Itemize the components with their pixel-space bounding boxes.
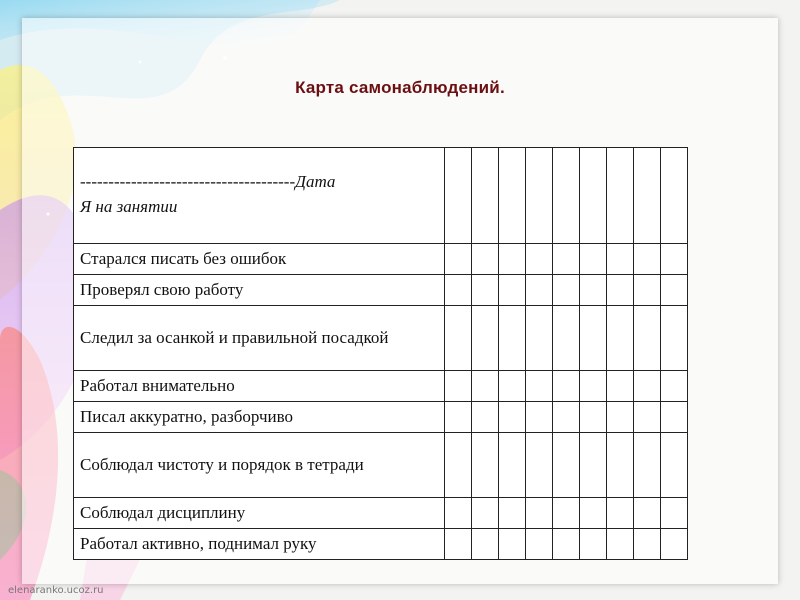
date-cell[interactable] bbox=[499, 306, 526, 371]
date-cell[interactable] bbox=[526, 371, 553, 402]
page-title: Карта самонаблюдений. bbox=[295, 78, 505, 97]
date-cell[interactable] bbox=[472, 402, 499, 433]
date-cell[interactable] bbox=[553, 402, 580, 433]
date-cell[interactable] bbox=[607, 433, 634, 498]
criterion-label: Соблюдал чистоту и порядок в тетради bbox=[74, 433, 445, 498]
table-row bbox=[74, 371, 688, 402]
header-row-label: Я на занятии bbox=[80, 197, 178, 216]
date-cell[interactable] bbox=[472, 275, 499, 306]
table-row bbox=[74, 529, 688, 560]
table-row bbox=[74, 402, 688, 433]
date-cell[interactable] bbox=[634, 275, 661, 306]
date-cell[interactable] bbox=[472, 148, 499, 244]
date-cell[interactable] bbox=[472, 306, 499, 371]
date-cell[interactable] bbox=[661, 306, 688, 371]
date-cell[interactable] bbox=[607, 371, 634, 402]
date-cell[interactable] bbox=[499, 371, 526, 402]
date-cell[interactable] bbox=[553, 498, 580, 529]
criterion-label: Писал аккуратно, разборчиво bbox=[74, 402, 445, 433]
date-cell[interactable] bbox=[634, 402, 661, 433]
date-cell[interactable] bbox=[526, 244, 553, 275]
criterion-label: Проверял свою работу bbox=[74, 275, 445, 306]
date-cell[interactable] bbox=[445, 244, 472, 275]
date-cell[interactable] bbox=[634, 148, 661, 244]
date-cell[interactable] bbox=[634, 244, 661, 275]
criterion-label: Следил за осанкой и правильной посадкой bbox=[74, 306, 445, 371]
date-cell[interactable] bbox=[526, 433, 553, 498]
date-cell[interactable] bbox=[580, 498, 607, 529]
date-cell[interactable] bbox=[607, 275, 634, 306]
date-cell[interactable] bbox=[607, 306, 634, 371]
date-cell[interactable] bbox=[580, 275, 607, 306]
date-cell[interactable] bbox=[553, 244, 580, 275]
date-cell[interactable] bbox=[499, 275, 526, 306]
date-cell[interactable] bbox=[553, 529, 580, 560]
date-cell[interactable] bbox=[661, 148, 688, 244]
date-cell[interactable] bbox=[526, 275, 553, 306]
table-row bbox=[74, 244, 688, 275]
date-cell[interactable] bbox=[553, 275, 580, 306]
table-row bbox=[74, 498, 688, 529]
date-cell[interactable] bbox=[661, 498, 688, 529]
date-cell[interactable] bbox=[634, 306, 661, 371]
date-cell[interactable] bbox=[661, 275, 688, 306]
date-cell[interactable] bbox=[526, 148, 553, 244]
footer-url: elenaranko.ucoz.ru bbox=[8, 585, 104, 596]
date-cell[interactable] bbox=[580, 529, 607, 560]
table-header-row bbox=[74, 148, 688, 244]
date-cell[interactable] bbox=[499, 148, 526, 244]
table-row bbox=[74, 306, 688, 371]
self-observation-table bbox=[73, 147, 688, 560]
date-cell[interactable] bbox=[580, 371, 607, 402]
date-cell[interactable] bbox=[553, 371, 580, 402]
date-cell[interactable] bbox=[472, 433, 499, 498]
criterion-label: Соблюдал дисциплину bbox=[74, 498, 445, 529]
date-cell[interactable] bbox=[445, 306, 472, 371]
criterion-label: Старался писать без ошибок bbox=[74, 244, 445, 275]
date-cell[interactable] bbox=[445, 433, 472, 498]
date-cell[interactable] bbox=[661, 244, 688, 275]
date-cell[interactable] bbox=[445, 498, 472, 529]
date-cell[interactable] bbox=[661, 402, 688, 433]
date-cell[interactable] bbox=[580, 306, 607, 371]
header-date-label: --------------------------------------Дата bbox=[80, 172, 336, 191]
table-row bbox=[74, 275, 688, 306]
date-cell[interactable] bbox=[580, 148, 607, 244]
date-cell[interactable] bbox=[553, 148, 580, 244]
date-cell[interactable] bbox=[580, 402, 607, 433]
date-cell[interactable] bbox=[634, 371, 661, 402]
date-cell[interactable] bbox=[499, 244, 526, 275]
date-cell[interactable] bbox=[607, 244, 634, 275]
header-label-cell bbox=[74, 148, 445, 244]
date-cell[interactable] bbox=[526, 306, 553, 371]
date-cell[interactable] bbox=[661, 433, 688, 498]
date-cell[interactable] bbox=[661, 529, 688, 560]
date-cell[interactable] bbox=[445, 529, 472, 560]
date-cell[interactable] bbox=[634, 529, 661, 560]
date-cell[interactable] bbox=[526, 529, 553, 560]
date-cell[interactable] bbox=[634, 433, 661, 498]
date-cell[interactable] bbox=[553, 306, 580, 371]
date-cell[interactable] bbox=[553, 433, 580, 498]
date-cell[interactable] bbox=[580, 244, 607, 275]
date-cell[interactable] bbox=[661, 371, 688, 402]
date-cell[interactable] bbox=[607, 402, 634, 433]
date-cell[interactable] bbox=[580, 433, 607, 498]
date-cell[interactable] bbox=[472, 244, 499, 275]
date-cell[interactable] bbox=[634, 498, 661, 529]
date-cell[interactable] bbox=[445, 275, 472, 306]
date-cell[interactable] bbox=[607, 498, 634, 529]
criterion-label: Работал активно, поднимал руку bbox=[74, 529, 445, 560]
criterion-label: Работал внимательно bbox=[74, 371, 445, 402]
date-cell[interactable] bbox=[499, 529, 526, 560]
date-cell[interactable] bbox=[526, 498, 553, 529]
date-cell[interactable] bbox=[445, 148, 472, 244]
date-cell[interactable] bbox=[445, 371, 472, 402]
date-cell[interactable] bbox=[472, 371, 499, 402]
date-cell[interactable] bbox=[607, 148, 634, 244]
date-cell[interactable] bbox=[499, 433, 526, 498]
date-cell[interactable] bbox=[445, 402, 472, 433]
date-cell[interactable] bbox=[607, 529, 634, 560]
date-cell[interactable] bbox=[526, 402, 553, 433]
date-cell[interactable] bbox=[499, 402, 526, 433]
date-cell[interactable] bbox=[499, 498, 526, 529]
table-row bbox=[74, 433, 688, 498]
date-cell[interactable] bbox=[472, 498, 499, 529]
date-cell[interactable] bbox=[472, 529, 499, 560]
